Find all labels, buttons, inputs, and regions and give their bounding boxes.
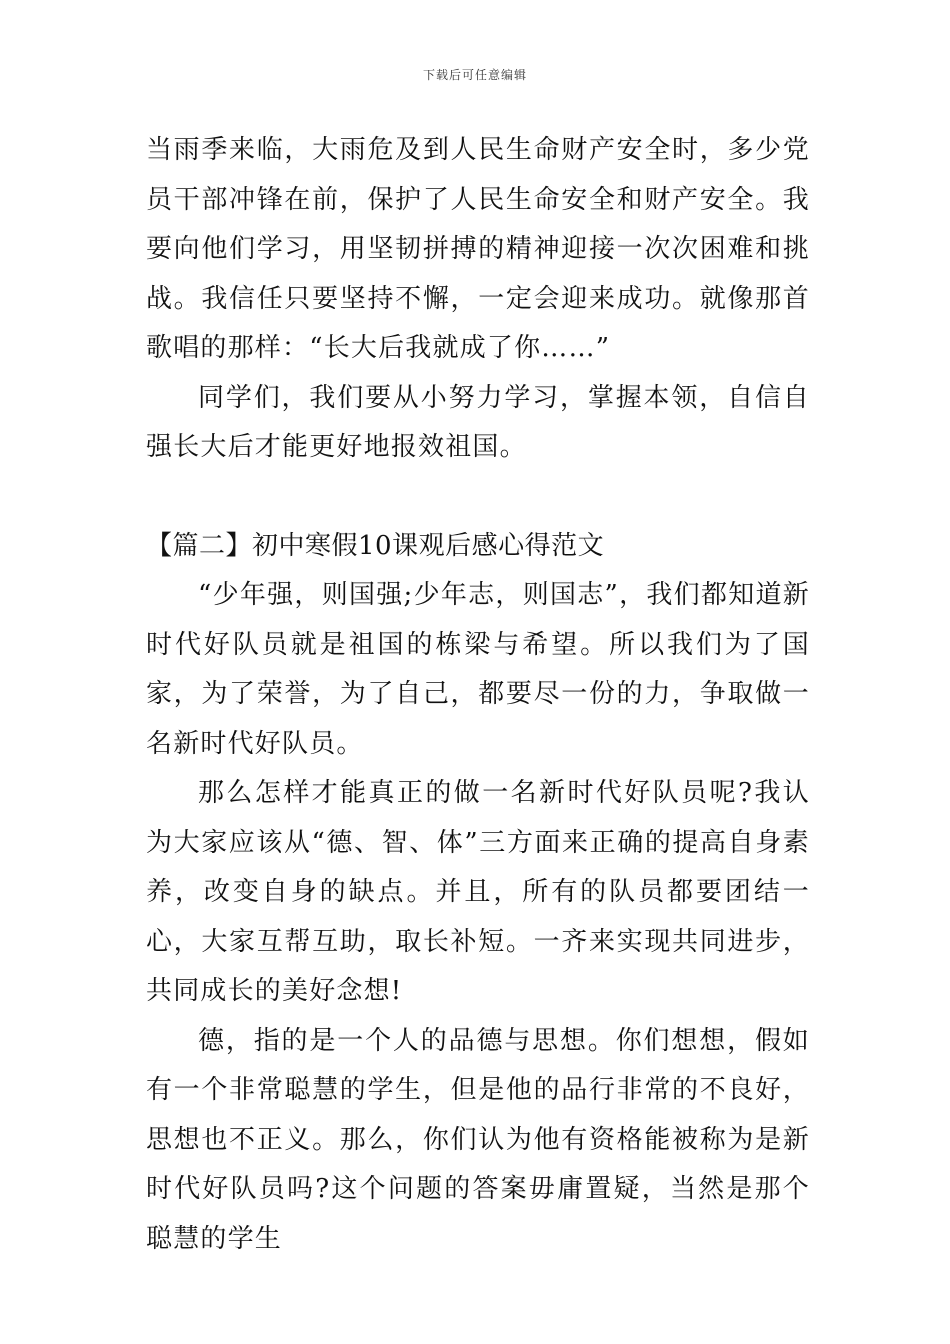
- section-title: 【篇二】初中寒假10课观后感心得范文: [146, 530, 605, 561]
- paragraph-morality: 德，指的是一个人的品德与思想。你们想想，假如有一个非常聪慧的学生，但是他的品行非常的不良好，思想也不正义。那么，你们认为他有资格能被称为是新时代好队员吗?这个问题的答案毋庸置疑，当然是那个聪慧的学生: [146, 1025, 810, 1254]
- paragraph-how-to: 那么怎样才能真正的做一名新时代好队员呢?我认为大家应该从“德、智、体”三方面来正确的提高自身素养，改变自身的缺点。并且，所有的队员都要团结一心，大家互帮互助，取长补短。一齐来实现共同进步，共同成长的美好念想!: [146, 778, 810, 1006]
- paragraph-youth-strong: “少年强，则国强;少年志，则国志”，我们都知道新时代好队员就是祖国的栋梁与希望。所以我们为了国家，为了荣誉，为了自己，都要尽一份的力，争取做一名新时代好队员。: [146, 580, 810, 759]
- document-body: [146, 126, 810, 1264]
- paragraph-gap: [146, 473, 810, 522]
- header-note: 下载后可任意编辑: [422, 68, 527, 82]
- paragraph-classmates: 同学们，我们要从小努力学习，掌握本领，自信自强长大后才能更好地报效祖国。: [146, 382, 810, 462]
- paragraph-rain-season: 当雨季来临，大雨危及到人民生命财产安全时，多少党员干部冲锋在前，保护了人民生命安全和财产安全。我要向他们学习，用坚韧拼搏的精神迎接一次次困难和挑战。我信任只要坚持不懈，一定会迎来成功。就像那首歌唱的那样：“长大后我就成了你……”: [146, 135, 810, 363]
